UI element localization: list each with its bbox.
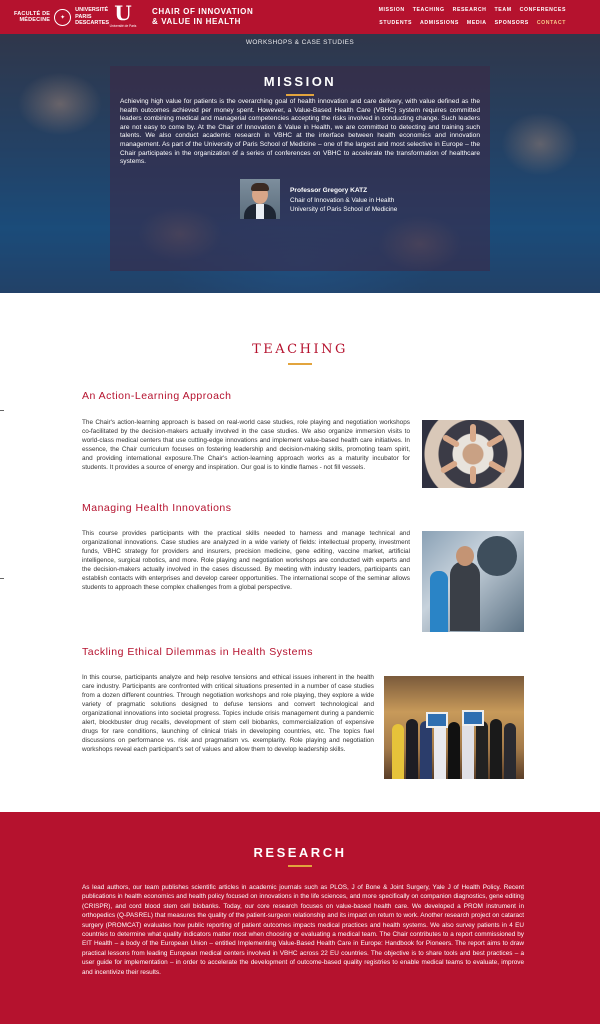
faculty-logo-text: [14, 11, 50, 24]
nav-admissions[interactable]: ADMISSIONS: [420, 20, 459, 26]
logo-right-line3: DESCARTES: [75, 20, 110, 27]
section-text-ethical-dilemmas: In this course, participants analyze and help resolve tensions and ethical issues inherent in the health care industry. Participants are confronted with critical situations presented in a number of case studies from a dozen different countries. Through negotiation workshops and role playing, they explore a wide variety of pragmatic solutions designed to defuse tensions and convert technological and organizational innovations into societal progress. Topics include crisis management during a pandemic alert, blockbuster drug recalls, development of stem cell biobanks, commercialization of expensive drugs for rare conditions, launching of clinical trials in developing countries, etc. The topics fuel discussions on performance vs. risk and pragmatism vs. exemplarity. Role playing and negotiation workshops reveal each participant's set of values and allow them to develop leadership skills.: [82, 674, 374, 753]
nav-sponsors[interactable]: SPONSORS: [494, 20, 529, 26]
logo-right-line1: UNIVERSITÉ: [75, 7, 109, 14]
section-title-managing-innovations: Managing Health Innovations: [82, 502, 232, 514]
mission-text: Achieving high value for patients is the overarching goal of health innovation and care delivery, with value defined as the health outcomes achieved per money spent. However, a Value-Based Health Care (VBHC) system requires committed leaders combining medical and managerial competencies accepting the risks involved in conducting change. Such leaders are not easy to come by. At the Chair of Innovation & Value in Health, we are committed to detecting and training such talents. We also conduct academic research in VBHC at the interface between health economics and innovation management. As part of the University of Paris School of Medicine – one of the largest and most selective in Europe – the Chair participates in the organization of a series of conferences on VBHC to accelerate the transformation of healthcare systems.: [120, 98, 480, 166]
professor-role: [290, 197, 397, 214]
section-text-managing-innovations: This course provides participants with the practical skills needed to harness and manage technical and organizational innovations. Case studies are analyzed in a wide variety of fields: intellectual property, investment funds, VBHC strategy for providers and insurers, precision medicine, gene editing, vaccine market, artificial intelligence, surgical robotics, and more. Role playing and negotiation workshops are conducted with experts and the decision-makers actually involved in the cases discussed. By meeting with industry leaders, participants can establish contacts with enterprises and develop career opportunities. The international scope of the seminar allows students to approach these complex challenges from a global perspective.: [82, 530, 410, 591]
research-title-rule: [288, 865, 312, 867]
research-text: As lead authors, our team publishes scientific articles in academic journals such as PLOS, J of Bone & Joint Surgery, Yale J of Health Policy. Recent publications in health economics and health policy focused on innovations in the life sciences, and more specifically on companion diagnostics, gene editing (CRISPR), and cord blood stem cell biobanks. Today, our core research focuses on value-based health care. We developed a PROM instrument in orthopedics (Q-PASREL) that measures the quality of the patient-surgeon relationship and its impact on return to work. Another research project on cataract surgery (PROMCAT) evaluates how public reporting of patient outcomes impacts medical practices and health systems. We also survey patients in 4 EU countries to determine what quality indicators matter most when choosing or evaluating a medical team. The Chair contributes to a report commissioned by EIT Health – a body of the European Union – entitled Implementing Value-Based Health Care in Europe: Handbook for Pioneers. The report aims to draw practical lessons from leading European medical centers involved in VBHC across 22 EU countries. The objective is to share tools and best practices – a user guide for implementation – in order to accelerate the development of outcome-based quality registries to enable medical teams to evaluate, improve and incentivize their results.: [82, 884, 524, 976]
nav-students[interactable]: STUDENTS: [379, 20, 413, 26]
logo-u-caption: Université de Paris: [109, 24, 137, 28]
university-seal-icon: ✦: [54, 9, 71, 26]
professor-role-line1: Chair of Innovation & Value in Health: [290, 197, 395, 204]
mission-overlay: [110, 66, 490, 271]
section-title-ethical-dilemmas: Tackling Ethical Dilemmas in Health Systems: [82, 646, 313, 658]
nav-mission[interactable]: MISSION: [378, 7, 405, 13]
main-nav: [370, 7, 566, 33]
teaching-title: TEACHING: [252, 342, 348, 357]
nav-team[interactable]: TEAM: [494, 7, 512, 13]
lab-robotics-photo: [422, 531, 524, 632]
chair-title-line1: CHAIR OF INNOVATION: [152, 7, 254, 16]
nav-research[interactable]: RESEARCH: [452, 7, 487, 13]
hero-top-caption: WORKSHOPS & CASE STUDIES: [245, 39, 355, 46]
mission-title: MISSION: [263, 74, 337, 89]
hands-circle-photo: [422, 420, 524, 488]
nav-teaching[interactable]: TEACHING: [412, 7, 445, 13]
nav-row-2: [370, 20, 566, 26]
university-logo-text: [75, 7, 109, 27]
professor-name: Professor Gregory KATZ: [290, 187, 368, 194]
research-title: RESEARCH: [253, 845, 347, 860]
logo-left-line1: FACULTÉ DE: [14, 10, 51, 17]
section-title-action-learning: An Action-Learning Approach: [82, 390, 232, 402]
nav-media[interactable]: MEDIA: [466, 20, 487, 26]
research-section: [0, 812, 600, 1024]
mission-title-rule: [286, 94, 314, 96]
logo-u-letter: U: [114, 1, 132, 25]
section-text-action-learning: The Chair's action-learning approach is based on real-world case studies, role playing and negotiation workshops co-facilitated by the decision-makers actually involved in the case studies. We also organize immersion visits to world-class medical centers that use cutting-edge innovations and implement value-based health care initiatives. In essence, the Chair curriculum focuses on fostering leadership and decision-making skills, promoting team spirit, and providing international exposure.The Chair's action-learning approach works as a maturity incubator for students. It provides a source of energy and inspiration. Our goal is to kindle flames - not fill vessels.: [82, 419, 410, 471]
faculty-logo[interactable]: [14, 5, 109, 29]
nav-conferences[interactable]: CONFERENCES: [519, 7, 566, 13]
logo-right-line2: PARIS: [75, 13, 92, 20]
professor-role-line2: University of Paris School of Medicine: [290, 205, 398, 213]
nav-row-1: [370, 7, 566, 13]
side-marker: [0, 578, 4, 579]
site-header: [0, 0, 600, 34]
teaching-title-rule: [288, 363, 312, 365]
nav-contact[interactable]: CONTACT: [536, 20, 566, 26]
side-marker: [0, 410, 4, 411]
mission-hero: [0, 34, 600, 293]
chair-title-line2: & VALUE IN HEALTH: [152, 16, 242, 26]
group-awards-photo: [384, 676, 524, 779]
universite-de-paris-logo[interactable]: [108, 2, 138, 32]
professor-photo: [240, 179, 280, 219]
logo-left-line2: MÉDECINE: [19, 17, 51, 23]
chair-title[interactable]: [152, 7, 253, 26]
